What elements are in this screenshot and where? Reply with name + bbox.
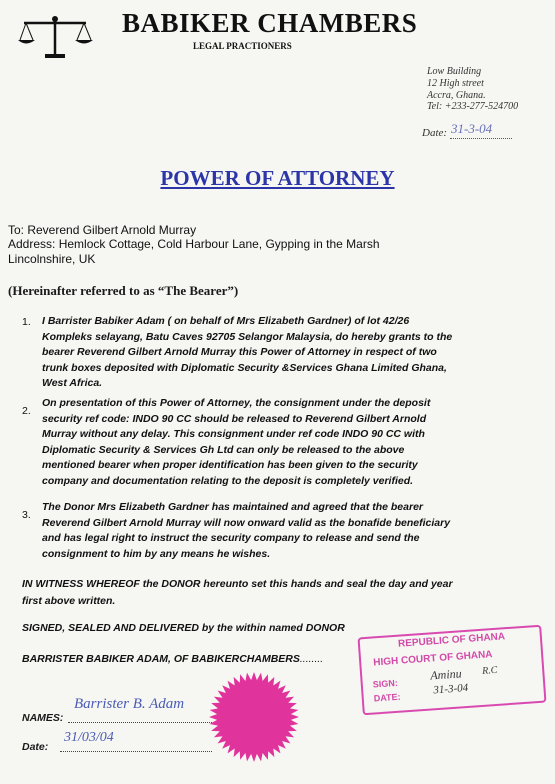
address-line-2: 12 High street [427,78,484,89]
clause-line: On presentation of this Power of Attorney, the consignment under the deposit [42,397,431,409]
recipient-address-1: Address: Hemlock Cottage, Cold Harbour Lane, Gypping in the Marsh [8,237,380,251]
clause-line: The Donor Mrs Elizabeth Gardner has maintained and agreed that the bearer [42,501,423,513]
clause-line: company and documentation relating to the deposit is completely verified. [42,474,414,487]
stamp-initials: R.C [481,664,498,677]
sign-date-underline [60,751,212,752]
names-label: NAMES: [22,712,64,724]
date-handwritten: 31-3-04 [451,121,493,136]
address-line-3: Accra, Ghana. [427,90,486,101]
clause-line: bearer Reverend Gilbert Arnold Murray this Power of Attorney in respect of two [42,346,437,359]
clause-2-text [42,396,528,490]
firm-name: BABIKER CHAMBERS [122,8,418,38]
clause-line: Diplomatic Security & Services Gh Ltd can only be released to the above [42,443,405,456]
clause-2-number: 2. [22,405,31,417]
clause-line: trunk boxes deposited with Diplomatic Security &Services Ghana Limited Ghana, [42,361,447,374]
stamp-high-court: HIGH COURT OF GHANA [372,649,493,669]
signed-sealed-line: SIGNED, SEALED AND DELIVERED by the within named DONOR [22,622,345,634]
document-title: POWER OF ATTORNEY [160,166,395,190]
clause-3-number: 3. [22,509,31,521]
barrister-line [22,652,342,668]
clause-line: I Barrister Babiker Adam ( on behalf of Mrs Elizabeth Gardner) of lot 42/26 [42,315,410,327]
clause-3-text [42,500,528,562]
court-stamp [358,625,547,716]
seal-starburst [209,672,299,762]
scales-of-justice-icon [16,14,94,60]
sign-date-label: Date: [22,741,49,753]
handwritten-signature: Barrister B. Adam [74,696,185,712]
date-label: Date: [422,127,448,139]
stamp-signature: Aminu [429,666,463,683]
recipient-to: To: Reverend Gilbert Arnold Murray [8,223,197,237]
witness-line-1: IN WITNESS WHEREOF the DONOR hereunto set this hands and seal the day and year [22,578,453,590]
stamp-republic: REPUBLIC OF GHANA [397,631,506,650]
stamp-date-label: DATE: [373,691,401,704]
clause-1-number: 1. [22,316,31,328]
clause-line: West Africa. [42,377,103,390]
clause-line: mentioned bearer when proper identification has been given to the security [42,459,418,472]
clause-line: Reverend Gilbert Arnold Murray will now onward valid as the bonafide beneficiary [42,516,451,529]
clause-line: Kompleks selayang, Batu Caves 92705 Selangor Malaysia, do hereby grants to the [42,330,453,343]
sign-date-handwritten: 31/03/04 [64,730,114,745]
clause-line: Murray without any delay. This consignment under ref code INDO 90 CC with [42,428,425,441]
clause-line: consignment to him by any means he wishes. [42,547,271,560]
bearer-definition: (Hereinafter referred to as “The Bearer”) [8,283,239,298]
wax-seal-icon [208,671,300,763]
barrister-dots: ........ [299,653,324,665]
clause-line: security ref code: INDO 90 CC should be released to Reverend Gilbert Arnold [42,412,427,425]
names-underline [68,722,212,723]
stamp-date: 31-3-04 [432,681,469,697]
recipient-address-2: Lincolnshire, UK [8,252,96,266]
stamp-sign-label: SIGN: [372,677,399,690]
date-underline [450,138,512,139]
firm-subtitle: LEGAL PRACTIONERS [193,41,292,51]
address-line-1: Low Building [427,66,482,77]
address-phone: Tel: +233-277-524700 [427,101,519,112]
barrister-name: BARRISTER BABIKER ADAM, OF BABIKERCHAMBERS [22,653,300,665]
clause-line: and has legal right to instruct the security company to release and send the [42,532,420,545]
clause-1-text [42,314,528,392]
witness-line-2: first above written. [22,595,116,607]
